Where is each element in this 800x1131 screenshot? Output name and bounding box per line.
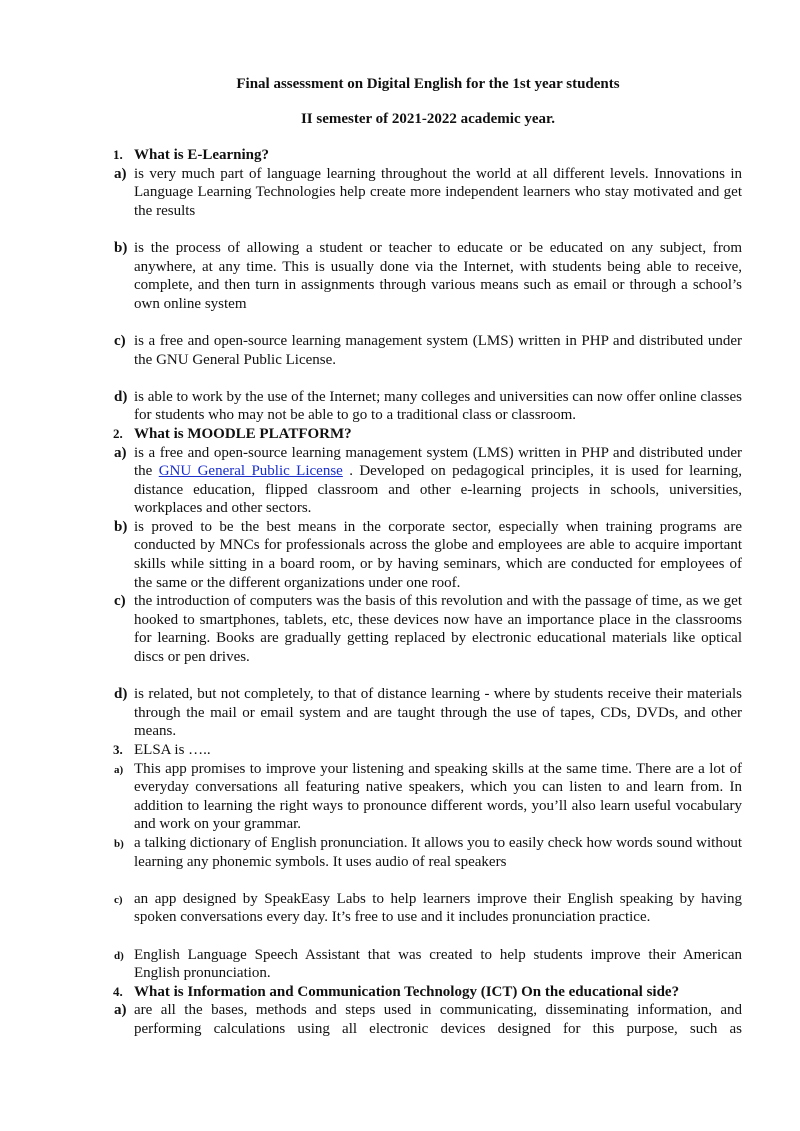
option-text: is a free and open-source learning management system (LMS) written in PHP and distributed under the GNU General Public License. [134, 332, 742, 368]
question-number: 1. [113, 147, 123, 162]
option-1a [114, 165, 742, 221]
option-3b [114, 834, 742, 871]
question-1-heading [114, 146, 742, 165]
option-text: is very much part of language learning throughout the world at all different levels. Innovations in Language Learning Technologies help create more independent learners who stay motivated and get the results [134, 165, 742, 219]
question-text: What is MOODLE PLATFORM? [134, 425, 352, 442]
question-3-heading [114, 741, 742, 760]
question-2-heading [114, 425, 742, 444]
option-label: a) [114, 444, 127, 461]
option-text-start: is a free and open-source learning management system (LMS) written in PHP and distributed under the [134, 444, 742, 480]
option-4a [114, 1001, 742, 1038]
gnu-license-link[interactable]: GNU General Public License [158, 463, 343, 480]
option-text: This app promises to improve your listening and speaking skills at the same time. There are a lot of everyday conversations all featuring native speakers, which you can listen to and learn from. In addition to learning the right ways to pronounce different words, you’ll also learn useful vocabulary and work on your grammar. [134, 760, 742, 833]
question-1 [114, 146, 742, 1039]
option-text: is able to work by the use of the Internet; many colleges and universities can now offer online classes for students who may not be able to go to a traditional class or classroom. [134, 388, 742, 424]
question-text: What is Information and Communication Technology (ICT) On the educational side? [134, 983, 680, 1000]
option-3d [114, 946, 742, 983]
option-3c [114, 890, 742, 927]
option-text: is related, but not completely, to that of distance learning - where by students receive their materials through the mail or email system and are taught through the use of tapes, CDs, DVDs, and other means. [134, 686, 742, 740]
option-label: d) [114, 949, 124, 962]
option-2b [114, 518, 742, 592]
option-text: is proved to be the best means in the corporate sector, especially when training programs are conducted by MNCs for professionals across the globe and employees are able to acquire important skills while sitting in a board room, or by having seminars, which are conducted for employees of the same or the different organizations under one roof. [134, 518, 742, 591]
question-text: ELSA is ….. [134, 742, 211, 758]
option-label: b) [114, 518, 128, 535]
document-title: Final assessment on Digital English for the 1st year students [236, 76, 620, 92]
option-label: c) [114, 593, 126, 610]
option-text: is the process of allowing a student or teacher to educate or be educated on any subject, from anywhere, at any time. This is usually done via the Internet, with students being able to receive, complete, and then turn in assignments through various means such as email or through a school’s own online system [134, 239, 742, 312]
option-2c [114, 592, 742, 666]
option-text: an app designed by SpeakEasy Labs to help learners improve their English speaking by having spoken conversations every day. It’s free to use and it includes pronunciation practice. [134, 890, 742, 926]
document-subtitle: II semester of 2021-2022 academic year. [300, 111, 556, 127]
option-text [134, 444, 742, 518]
option-2d [114, 685, 742, 741]
option-1c [114, 332, 742, 369]
option-1b [114, 239, 742, 313]
option-label: c) [114, 332, 126, 349]
option-label: d) [114, 388, 128, 405]
question-number: 2. [113, 425, 123, 441]
option-2a [114, 444, 742, 518]
question-text: What is E-Learning? [134, 147, 270, 163]
option-label: d) [114, 686, 128, 703]
option-label: c) [114, 893, 123, 906]
option-label: a) [114, 1002, 127, 1019]
option-text: a talking dictionary of English pronunciation. It allows you to easily check how words sound without learning any phonemic symbols. It uses audio of real speakers [134, 834, 742, 870]
question-4-heading [114, 983, 742, 1002]
question-number: 4. [113, 983, 123, 999]
option-text: the introduction of computers was the basis of this revolution and with the passage of time, as we get hooked to smartphones, tablets, etc, these devices now have an importance place in the classrooms for learning. Books are gradually getting replaced by electronic educational materials like optical discs or pen drives. [134, 593, 742, 666]
option-3a [114, 760, 742, 834]
option-text: are all the bases, methods and steps used in communicating, disseminating information, and performing calculations using all electronic devices designed for this purpose, such as [134, 1002, 742, 1037]
question-number: 3. [113, 742, 123, 757]
option-label: b) [114, 239, 128, 256]
option-text: English Language Speech Assistant that was created to help students improve their American English pronunciation. [134, 946, 742, 982]
option-1d [114, 388, 742, 425]
option-label: a) [114, 165, 127, 182]
option-text-end: . Developed on pedagogical principles, it is used for learning, distance education, flipped classroom and other e-learning projects in schools, universities, workplaces and other sectors. [134, 463, 742, 517]
option-label: b) [114, 837, 124, 850]
option-label: a) [114, 763, 124, 776]
